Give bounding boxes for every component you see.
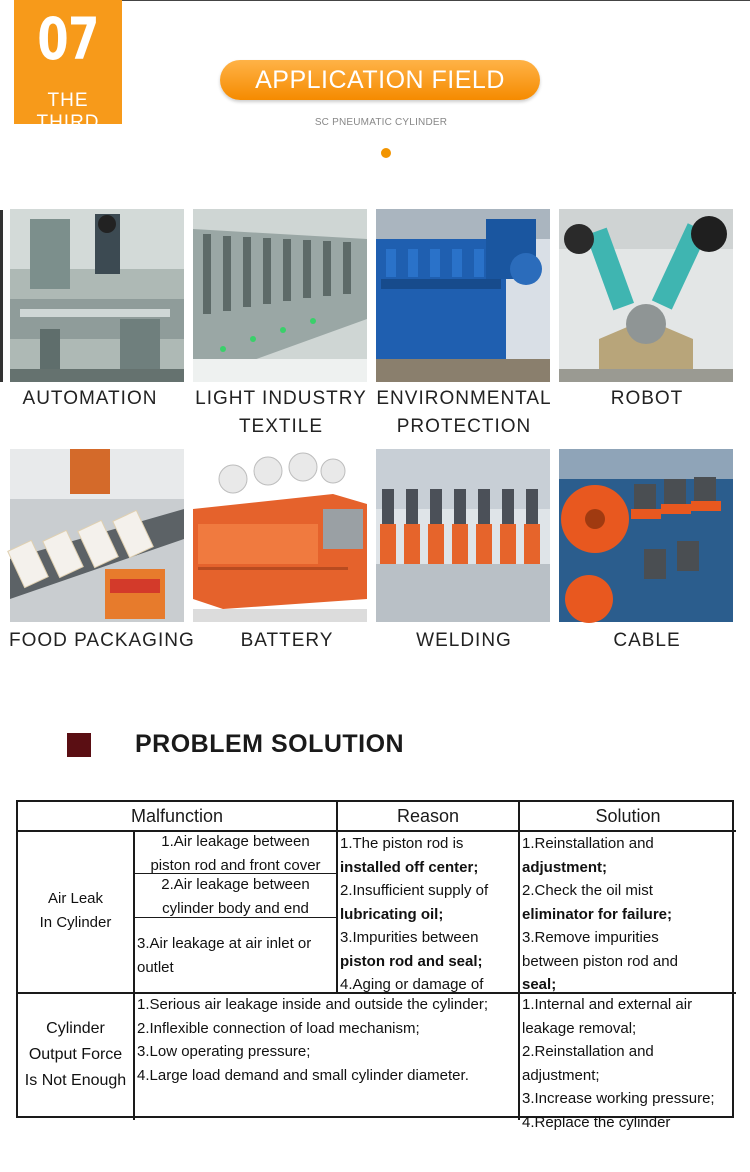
section-square-marker bbox=[67, 733, 91, 757]
section-badge bbox=[14, 0, 122, 133]
welding-machine-photo bbox=[376, 449, 550, 622]
reasons-air-leak: 1.The piston rod is installed off center; 2.Insufficient supply of lubricating oil; 3.Impurities between piston rod and seal; 4.Aging or damage of bbox=[340, 835, 489, 993]
caption-welding: WELDING bbox=[416, 630, 512, 651]
table-divider bbox=[518, 802, 520, 1120]
caption-food-packaging: FOOD PACKAGING bbox=[9, 630, 195, 651]
caption-battery: BATTERY bbox=[240, 630, 334, 651]
solutions-output-force: 1.Internal and external air leakage removal; 2.Reinstallation and adjustment; 3.Increase working pressure; 4.Replace the cylinder bbox=[522, 996, 715, 1131]
cause-air-inlet: 3.Air leakage at air inlet or outlet bbox=[137, 935, 312, 976]
page-subtitle: SC PNEUMATIC CYLINDER bbox=[314, 117, 448, 128]
problem-solution-table bbox=[16, 800, 734, 1131]
malfunction-output-force: Cylinder Output Force Is Not Enough bbox=[24, 1020, 127, 1089]
header-malfunction: Malfunction bbox=[18, 802, 336, 832]
caption-cable: CABLE bbox=[613, 630, 681, 651]
caption-robot: ROBOT bbox=[610, 388, 684, 409]
accent-dot bbox=[381, 148, 391, 158]
caption-light-industry-textile: LIGHT INDUSTRY TEXTILE bbox=[195, 388, 367, 437]
caption-automation: AUTOMATION bbox=[22, 388, 158, 409]
battery-machine-photo bbox=[193, 449, 367, 622]
reasons-output-force: 1.Serious air leakage inside and outside the cylinder; 2.Inflexible connection of load mechanism; 3.Low operating pressure; 4.Large load demand and small cylinder diameter. bbox=[137, 996, 489, 1084]
edge-marker bbox=[0, 210, 3, 382]
cause-front-cover: 1.Air leakage between piston rod and front cover bbox=[150, 833, 321, 874]
malfunction-air-leak: Air Leak In Cylinder bbox=[39, 890, 112, 931]
robot-arm-photo bbox=[559, 209, 733, 382]
header-solution: Solution bbox=[520, 802, 736, 832]
section-number: 07 bbox=[37, 5, 99, 73]
problem-solution-title: PROBLEM SOLUTION bbox=[135, 730, 405, 758]
cause-cylinder-body: 2.Air leakage between cylinder body and end bbox=[161, 876, 310, 917]
section-badge-text: THE THIRD bbox=[36, 90, 100, 133]
top-rule bbox=[122, 0, 750, 1]
cable-reel-photo bbox=[559, 449, 733, 622]
table-divider bbox=[336, 802, 338, 992]
solutions-air-leak: 1.Reinstallation and adjustment; 2.Check the oil mist eliminator for failure; 3.Remove impurities between piston rod and seal; bbox=[522, 835, 678, 993]
textile-machine-photo bbox=[193, 209, 367, 382]
automation-line-photo bbox=[10, 209, 184, 382]
food-packaging-photo bbox=[10, 449, 184, 622]
dust-collector-photo bbox=[376, 209, 550, 382]
page-title: APPLICATION FIELD bbox=[220, 60, 540, 100]
caption-environmental-protection: ENVIRONMENTAL PROTECTION bbox=[376, 388, 552, 437]
header-reason: Reason bbox=[338, 802, 518, 832]
